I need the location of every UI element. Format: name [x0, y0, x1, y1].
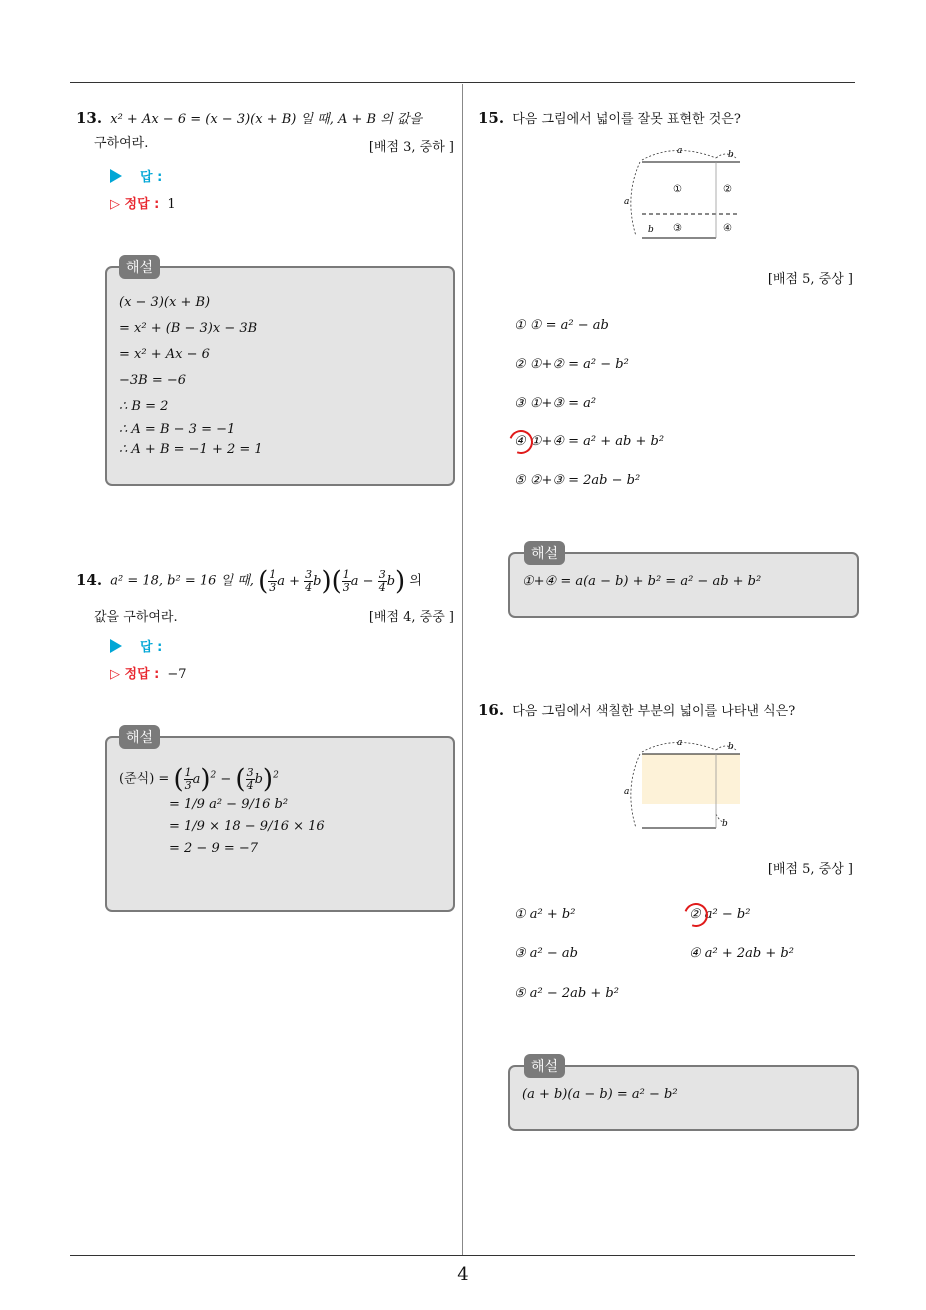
correct-value: 1: [167, 197, 176, 212]
question-text-suffix: 의: [409, 573, 422, 589]
play-icon: [110, 639, 122, 653]
triangle-outline-icon: ▷: [110, 197, 125, 212]
expl-line: (준식) =: [119, 771, 170, 787]
question-text: a² = 18, b² = 16 일 때,: [110, 573, 254, 589]
choice-4[interactable]: ④ ①+④ = a² + ab + b²: [514, 434, 665, 449]
question-16: [478, 700, 795, 719]
region-1-label: ①: [673, 184, 682, 195]
score-label: [배점 5, 중상 ]: [767, 272, 853, 287]
triangle-outline-icon: ▷: [110, 667, 125, 682]
explanation-box: [508, 1059, 859, 1131]
explanation-box: [105, 260, 455, 486]
answer-mark-circle: [505, 426, 537, 458]
expl-line: = x² + Ax − 6: [119, 347, 210, 362]
label-a-top: a: [677, 738, 683, 748]
label-a-top: a: [677, 146, 683, 156]
question-13: [76, 104, 454, 164]
correct-answer-row: [110, 663, 187, 682]
question-text: 다음 그림에서 색칠한 부분의 넓이를 나타낸 식은?: [512, 704, 796, 719]
expl-line: = x² + (B − 3)x − 3B: [119, 321, 258, 336]
score-label: [배점 4, 중중 ]: [368, 610, 454, 625]
expl-line: = 1/9 a² − 9/16 b²: [169, 797, 289, 812]
region-3-label: ③: [673, 223, 682, 234]
answer-label: 답 :: [140, 640, 163, 655]
correct-label: 정답 :: [124, 197, 160, 212]
label-b-top: b: [728, 150, 734, 160]
explanation-tab: 해설: [119, 725, 160, 749]
expl-line: −3B = −6: [119, 373, 187, 388]
expl-line: = 1/9 × 18 − 9/16 × 16: [169, 819, 325, 834]
choice-5[interactable]: ⑤ ②+③ = 2ab − b²: [514, 473, 641, 488]
label-a-left: a: [624, 787, 630, 797]
choice-4[interactable]: ④ a² + 2ab + b²: [689, 946, 794, 961]
q15-figure: [620, 142, 744, 242]
explanation-body: [119, 290, 263, 460]
choice-2[interactable]: ② ①+② = a² − b²: [514, 357, 629, 372]
column-divider: [462, 84, 463, 1256]
label-a-left: a: [624, 197, 630, 207]
question-text: x² + Ax − 6 = (x − 3)(x + B) 일 때, A + B 의 값을: [110, 112, 423, 127]
label-b-bottom: b: [722, 819, 728, 829]
explanation-box: [105, 730, 455, 912]
expl-line: ∴ B = 2: [119, 399, 169, 414]
explanation-tab: 해설: [119, 255, 160, 279]
correct-label: 정답 :: [124, 667, 160, 682]
expression: ( $\frac{1}{3}$ a)$^2$ − ( $\frac{3}{4}$ b)$^2$: [173, 764, 279, 794]
expression: ( $\frac{1}{3}$ a + $\frac{3}{4}$ b)( $\frac{1}{3}$ a − $\frac{3}{4}$ b): [258, 566, 406, 596]
play-icon: [110, 169, 122, 183]
question-number: 16.: [478, 701, 505, 719]
score-label: [배점 3, 중하 ]: [368, 140, 454, 155]
score-label: [배점 5, 중상 ]: [767, 862, 853, 877]
correct-value: −7: [167, 667, 187, 682]
question-number: 15.: [478, 109, 505, 127]
explanation-text: (a + b)(a − b) = a² − b²: [522, 1087, 678, 1102]
answer-row: [110, 166, 162, 185]
choice-5[interactable]: ⑤ a² − 2ab + b²: [514, 986, 619, 1001]
question-text-cont: 구하여라.: [94, 136, 149, 151]
choice-1[interactable]: ① ① = a² − ab: [514, 318, 609, 333]
answer-label: 답 :: [140, 170, 163, 185]
explanation-tab: 해설: [524, 1054, 565, 1078]
choice-3[interactable]: ③ a² − ab: [514, 946, 578, 961]
label-b-bottom: b: [648, 225, 654, 235]
correct-answer-row: [110, 193, 176, 212]
region-4-label: ④: [723, 223, 732, 234]
choice-2[interactable]: ② a² − b²: [689, 907, 751, 922]
explanation-body: [119, 764, 325, 860]
expl-line: ∴ A = B − 3 = −1: [119, 422, 236, 437]
q16-figure: [620, 734, 744, 834]
question-number: 13.: [76, 109, 103, 127]
question-text: 다음 그림에서 넓이를 잘못 표현한 것은?: [512, 112, 741, 127]
answer-mark-circle: [680, 899, 712, 931]
region-2-label: ②: [723, 184, 732, 195]
explanation-box: [508, 546, 859, 618]
question-number: 14.: [76, 570, 103, 589]
question-15: [478, 108, 741, 127]
question-14: [76, 566, 454, 628]
explanation-tab: 해설: [524, 541, 565, 565]
question-text-cont: 값을 구하여라.: [94, 610, 178, 625]
page-number: 4: [457, 1264, 469, 1285]
footer-rule: [70, 1255, 855, 1256]
label-b-top: b: [728, 742, 734, 752]
header-rule: [70, 82, 855, 83]
explanation-text: ①+④ = a(a − b) + b² = a² − ab + b²: [522, 574, 762, 589]
expl-line: (x − 3)(x + B): [119, 295, 211, 310]
expl-line: ∴ A + B = −1 + 2 = 1: [119, 442, 263, 457]
expl-line: = 2 − 9 = −7: [169, 841, 259, 856]
choice-3[interactable]: ③ ①+③ = a²: [514, 396, 597, 411]
choice-1[interactable]: ① a² + b²: [514, 907, 576, 922]
answer-row: [110, 636, 162, 655]
